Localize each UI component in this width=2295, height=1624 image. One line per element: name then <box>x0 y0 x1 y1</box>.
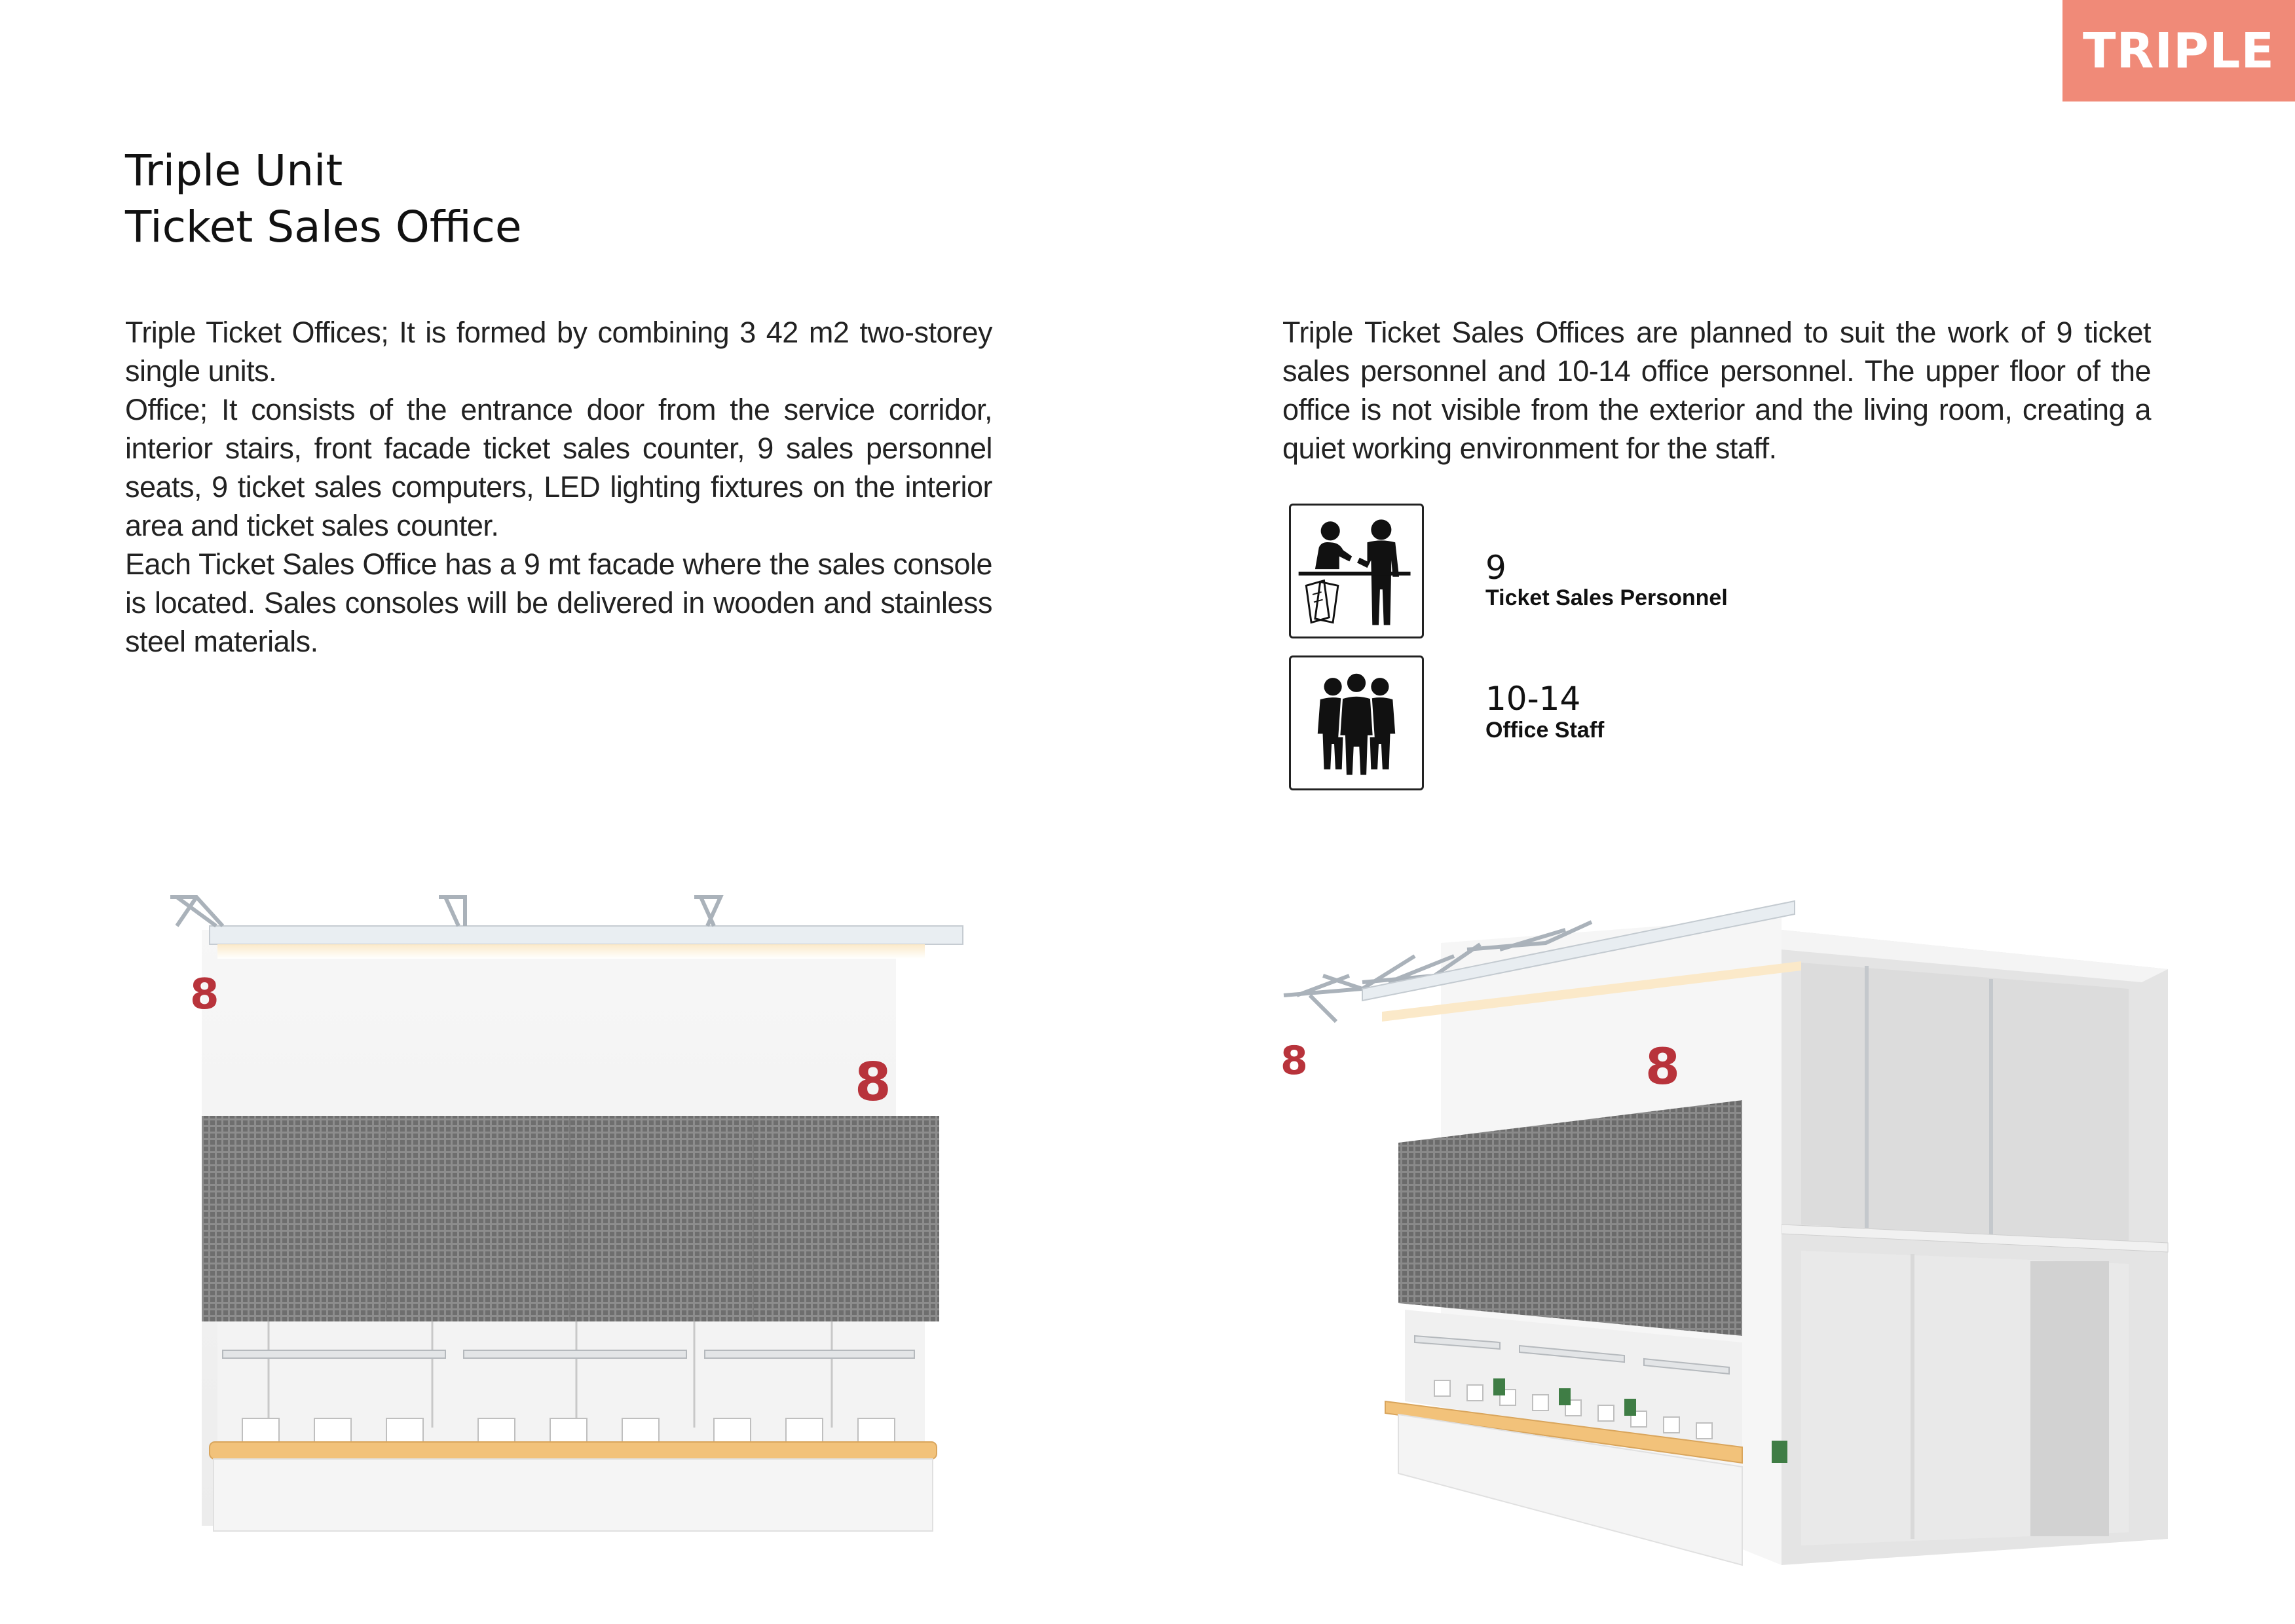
left-paragraph-3: Each Ticket Sales Office has a 9 mt facade where the sales console is located. Sales consoles will be delivered in wooden and stainless steel materials. <box>125 547 992 658</box>
sales-personnel-count: 9 <box>1485 549 1506 587</box>
front-view-render <box>157 884 969 1545</box>
title-line-2: Ticket Sales Office <box>125 202 522 252</box>
svg-text:8: 8 <box>1280 1038 1308 1084</box>
office-staff-label: Office Staff <box>1485 718 1605 743</box>
ticket-seller-icon <box>1289 504 1424 638</box>
right-paragraph-1: Triple Ticket Sales Offices are planned to suit the work of 9 ticket sales personnel and 10-14 office personnel. The upper floor of the office is not visible from the exterior and the living room, creating a quiet working environment for the staff. <box>1282 316 2151 465</box>
triple-tag: TRIPLE <box>2062 0 2295 101</box>
office-staff-count: 10-14 <box>1485 680 1581 718</box>
front-sign: 8 <box>855 1052 891 1113</box>
left-description <box>125 313 992 661</box>
iso-sign: 8 <box>1645 1037 1680 1096</box>
left-paragraph-1: Triple Ticket Offices; It is formed by combining 3 42 m2 two-storey single units. <box>125 316 992 388</box>
left-paragraph-2: Office; It consists of the entrance door from the service corridor, interior stairs, front facade ticket sales counter, 9 sales personnel seats, 9 ticket sales computers, LED lighting fixtures on the interior area and ticket sales counter. <box>125 393 992 542</box>
sales-personnel-label: Ticket Sales Personnel <box>1485 585 1728 610</box>
group-people-icon <box>1289 655 1424 790</box>
page-title <box>125 143 522 255</box>
svg-text:8: 8 <box>190 970 219 1019</box>
title-line-1: Triple Unit <box>125 145 343 196</box>
right-description <box>1282 313 2151 468</box>
isometric-view-render <box>1280 884 2174 1591</box>
